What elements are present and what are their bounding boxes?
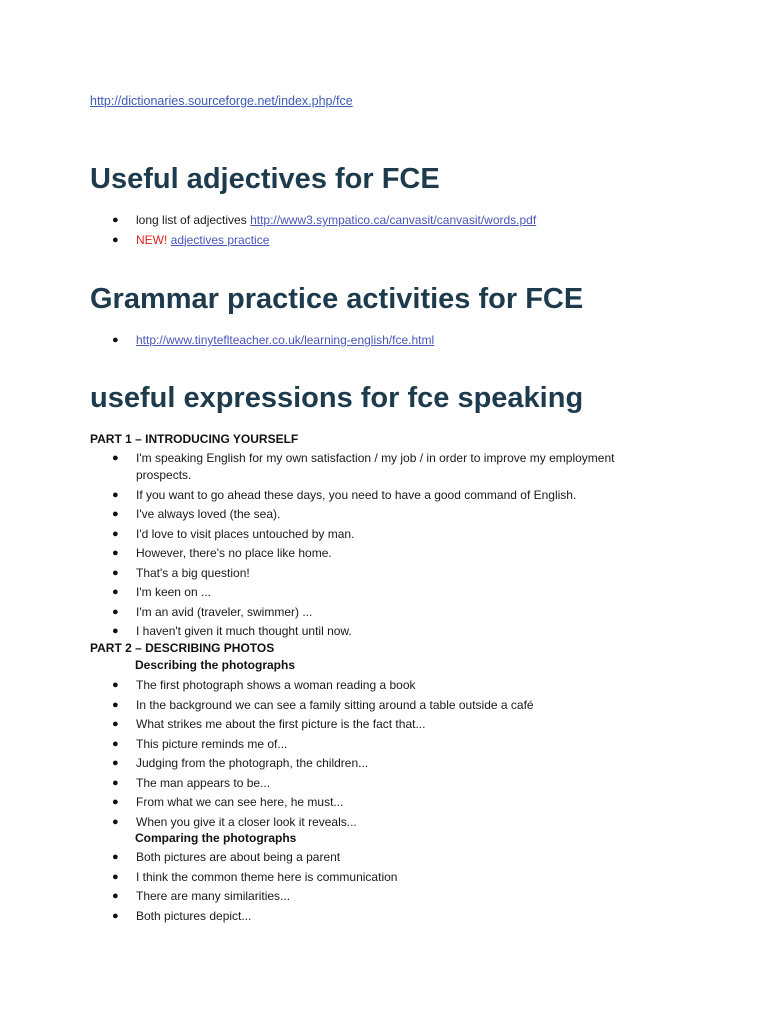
list-item [90,736,650,753]
bullet-icon: ● [112,488,119,501]
list-item [90,332,650,349]
bullet-icon: ● [112,890,119,902]
list-item-text: I'd love to visit places untouched by man. [136,526,355,541]
adjectives-pdf-link[interactable]: http://www3.sympatico.ca/canvasit/canvasit/words.pdf [250,213,537,227]
list-item [90,623,650,640]
list-item-text: Both pictures depict... [136,908,252,923]
list-item [90,526,650,543]
list-item-text: If you want to go ahead these days, you need to have a good command of English. [136,487,577,502]
adjectives-practice-link[interactable]: adjectives practice [170,232,270,247]
list-item [90,604,650,621]
part1-heading: PART 1 – INTRODUCING YOURSELF [90,432,299,446]
bullet-icon: ● [112,233,119,246]
bullet-icon: ● [112,625,119,637]
bullet-icon: ● [112,508,119,520]
list-item-text: I'm speaking English for my own satisfaction / my job / in order to improve my employment prospects. [136,451,615,482]
list-item-text: However, there's no place like home. [136,546,332,560]
bullet-icon: ● [112,605,119,618]
list-item [90,565,650,582]
bullet-icon: ● [112,796,119,808]
list-item [90,232,650,249]
bullet-icon: ● [112,547,119,559]
heading-useful-expressions: useful expressions for fce speaking [90,382,584,414]
list-item [90,212,650,229]
bullet-icon: ● [112,776,119,789]
part1-list [90,450,650,643]
list-item-text: There are many similarities... [136,889,291,903]
list-item-text: I've always loved (the sea). [136,507,281,521]
tinyteflteacher-link[interactable]: http://www.tinyteflteacher.co.uk/learning-english/fce.html [136,333,435,347]
list-item-text: What strikes me about the first picture is the fact that... [136,717,426,731]
list-item-text: I haven't given it much thought until now. [136,624,352,638]
bullet-icon: ● [112,851,119,863]
list-item [90,584,650,601]
list-item [90,716,650,733]
bullet-icon: ● [112,737,119,750]
list-item [90,545,650,562]
part2-heading: PART 2 – DESCRIBING PHOTOS [90,641,275,655]
new-badge: NEW! [136,232,171,247]
adjectives-list [90,212,650,251]
list-item-text: Judging from the photograph, the children... [136,756,369,770]
list-item-text: The man appears to be... [136,775,271,790]
describing-list [90,677,650,833]
bullet-icon: ● [112,815,119,828]
bullet-icon: ● [112,757,119,769]
bullet-icon: ● [112,679,119,691]
bullet-icon: ● [112,698,119,711]
list-item-text: I'm an avid (traveler, swimmer) ... [136,604,313,619]
bullet-icon: ● [112,566,119,579]
bullet-icon: ● [112,527,119,540]
list-item-text: In the background we can see a family sitting around a table outside a café [136,697,534,712]
bullet-icon: ● [112,452,119,464]
list-item [90,888,650,905]
list-item [90,908,650,925]
list-item [90,755,650,772]
list-item [90,697,650,714]
list-item-text: The first photograph shows a woman reading a book [136,678,416,692]
grammar-list [90,332,650,352]
list-item-text: When you give it a closer look it reveals... [136,814,357,829]
bullet-icon: ● [112,718,119,730]
comparing-photographs-heading: Comparing the photographs [135,831,297,845]
list-item [90,677,650,694]
list-item [90,869,650,886]
list-item [90,794,650,811]
bullet-icon: ● [112,586,119,598]
list-item-text: This picture reminds me of... [136,736,288,751]
list-item-text: Both pictures are about being a parent [136,850,341,864]
list-item-text: That's a big question! [136,565,250,580]
heading-grammar-practice: Grammar practice activities for FCE [90,283,584,315]
list-item [90,849,650,866]
list-item-text: I think the common theme here is communication [136,869,398,884]
bullet-icon: ● [112,909,119,922]
comparing-list [90,849,650,927]
heading-useful-adjectives: Useful adjectives for FCE [90,163,440,195]
bullet-icon: ● [112,214,119,226]
list-item-text: I'm keen on ... [136,585,211,599]
adjectives-list-label: long list of adjectives [136,213,251,227]
bullet-icon: ● [112,334,119,346]
bullet-icon: ● [112,870,119,883]
list-item [90,814,650,831]
describing-photographs-heading: Describing the photographs [135,658,296,672]
list-item [90,775,650,792]
list-item [90,450,650,484]
list-item-text: From what we can see here, he must... [136,795,344,809]
list-item [90,487,650,504]
fce-dictionary-link[interactable]: http://dictionaries.sourceforge.net/index.php/fce [90,94,353,108]
list-item [90,506,650,523]
